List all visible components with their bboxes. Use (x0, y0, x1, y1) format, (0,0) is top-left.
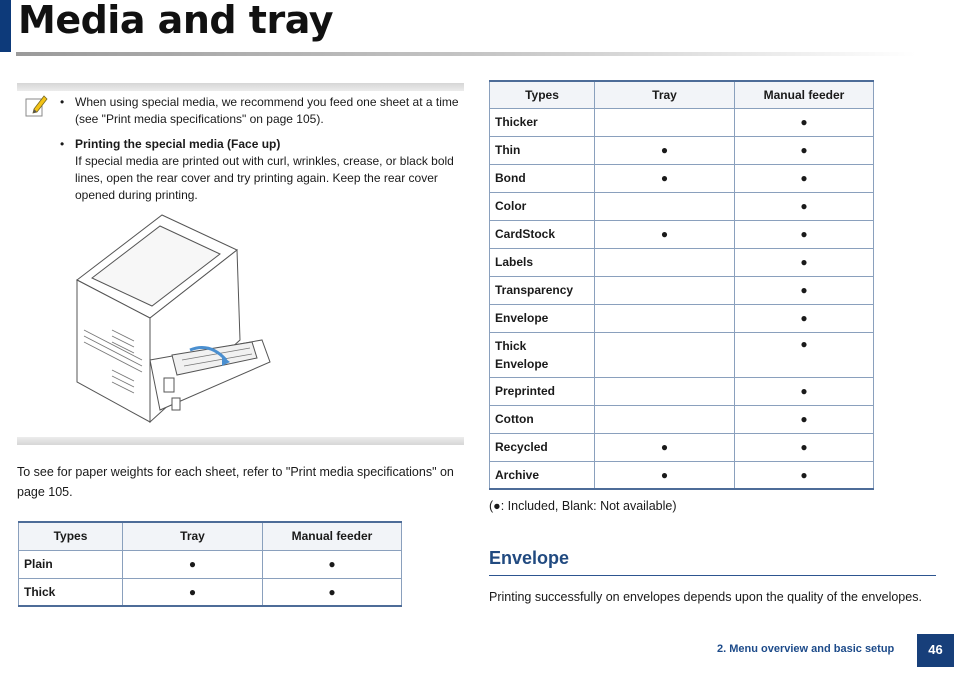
table-row (490, 304, 874, 332)
table-row (490, 164, 874, 192)
tray-cell (595, 276, 735, 304)
footer-section-link[interactable]: 2. Menu overview and basic setup (717, 643, 895, 655)
manual-feeder-cell: ● (735, 276, 874, 304)
manual-feeder-cell: ● (735, 220, 874, 248)
page-number: 46 (917, 634, 954, 667)
column-header-types: Types (19, 522, 123, 550)
note-top-bar (17, 83, 464, 91)
media-type-cell: Cotton (490, 405, 595, 433)
section-heading-envelope: Envelope (489, 548, 570, 568)
tray-cell (595, 304, 735, 332)
media-type-cell: Transparency (490, 276, 595, 304)
tray-cell: ● (595, 164, 735, 192)
page-title: Media and tray (18, 0, 333, 42)
manual-feeder-cell: ● (735, 332, 874, 377)
media-type-cell: Labels (490, 248, 595, 276)
media-type-cell: Thicker (490, 108, 595, 136)
manual-feeder-cell: ● (735, 405, 874, 433)
table-row (490, 377, 874, 405)
column-header-manual-feeder: Manual feeder (735, 81, 874, 108)
tray-cell: ● (595, 433, 735, 461)
media-type-cell: Archive (490, 461, 595, 489)
tray-cell (595, 108, 735, 136)
note-bottom-bar (17, 437, 464, 445)
bullet: • (60, 95, 65, 109)
table-row (19, 550, 402, 578)
table-row (490, 276, 874, 304)
table-row (19, 578, 402, 606)
manual-feeder-cell: ● (735, 248, 874, 276)
paper-weight-paragraph: To see for paper weights for each sheet, refer to "Print media specifications" on page 105. (17, 465, 454, 499)
pencil-note-icon (24, 94, 48, 118)
tray-cell (595, 192, 735, 220)
manual-feeder-cell: ● (735, 108, 874, 136)
manual-feeder-cell: ● (735, 304, 874, 332)
media-type-cell: CardStock (490, 220, 595, 248)
table-legend: (●: Included, Blank: Not available) (489, 499, 677, 513)
manual-feeder-cell: ● (735, 433, 874, 461)
title-accent-bar (0, 0, 11, 52)
column-header-types: Types (490, 81, 595, 108)
bullet: • (60, 137, 65, 151)
tray-cell: ● (123, 578, 263, 606)
note-item (58, 136, 466, 204)
manual-feeder-cell: ● (735, 461, 874, 489)
tray-cell (595, 332, 735, 377)
column-header-tray: Tray (123, 522, 263, 550)
manual-feeder-cell: ● (735, 136, 874, 164)
column-header-tray: Tray (595, 81, 735, 108)
note-list (58, 94, 466, 212)
note-item-text: When using special media, we recommend you feed one sheet at a time (see "Print media specifications" on page 105). (75, 95, 459, 126)
printer-rear-cover-illustration (72, 210, 277, 428)
table-row (490, 220, 874, 248)
media-type-cell: Recycled (490, 433, 595, 461)
table-row (490, 248, 874, 276)
media-type-cell: Bond (490, 164, 595, 192)
tray-cell: ● (595, 136, 735, 164)
table-row (490, 332, 874, 377)
tray-cell (595, 377, 735, 405)
manual-feeder-cell: ● (735, 192, 874, 220)
media-type-cell: Preprinted (490, 377, 595, 405)
manual-feeder-cell: ● (735, 164, 874, 192)
media-type-cell: Thick Envelope (490, 332, 595, 377)
tray-cell: ● (595, 461, 735, 489)
media-type-cell: Thin (490, 136, 595, 164)
media-type-cell: Plain (19, 550, 123, 578)
table-row (490, 136, 874, 164)
title-divider (16, 52, 916, 56)
tray-cell (595, 248, 735, 276)
note-item-text: If special media are printed out with curl, wrinkles, crease, or black bold lines, open the rear cover and try printing again. Keep the rear cover opened during printing. (75, 154, 454, 202)
tray-cell (595, 405, 735, 433)
manual-feeder-cell: ● (263, 550, 402, 578)
manual-feeder-cell: ● (263, 578, 402, 606)
table-row (490, 461, 874, 489)
media-type-cell: Color (490, 192, 595, 220)
media-type-cell: Envelope (490, 304, 595, 332)
tray-cell: ● (595, 220, 735, 248)
table-row (490, 433, 874, 461)
table-row (490, 192, 874, 220)
note-item-title: Printing the special media (Face up) (75, 137, 281, 151)
envelope-paragraph: Printing successfully on envelopes depends upon the quality of the envelopes. (489, 590, 922, 604)
media-type-cell: Thick (19, 578, 123, 606)
note-item (58, 94, 466, 128)
column-header-manual-feeder: Manual feeder (263, 522, 402, 550)
manual-feeder-cell: ● (735, 377, 874, 405)
media-tray-table-left (18, 521, 402, 607)
tray-cell: ● (123, 550, 263, 578)
table-row (490, 405, 874, 433)
section-divider (489, 575, 936, 576)
media-tray-table-right (489, 80, 874, 490)
table-row (490, 108, 874, 136)
